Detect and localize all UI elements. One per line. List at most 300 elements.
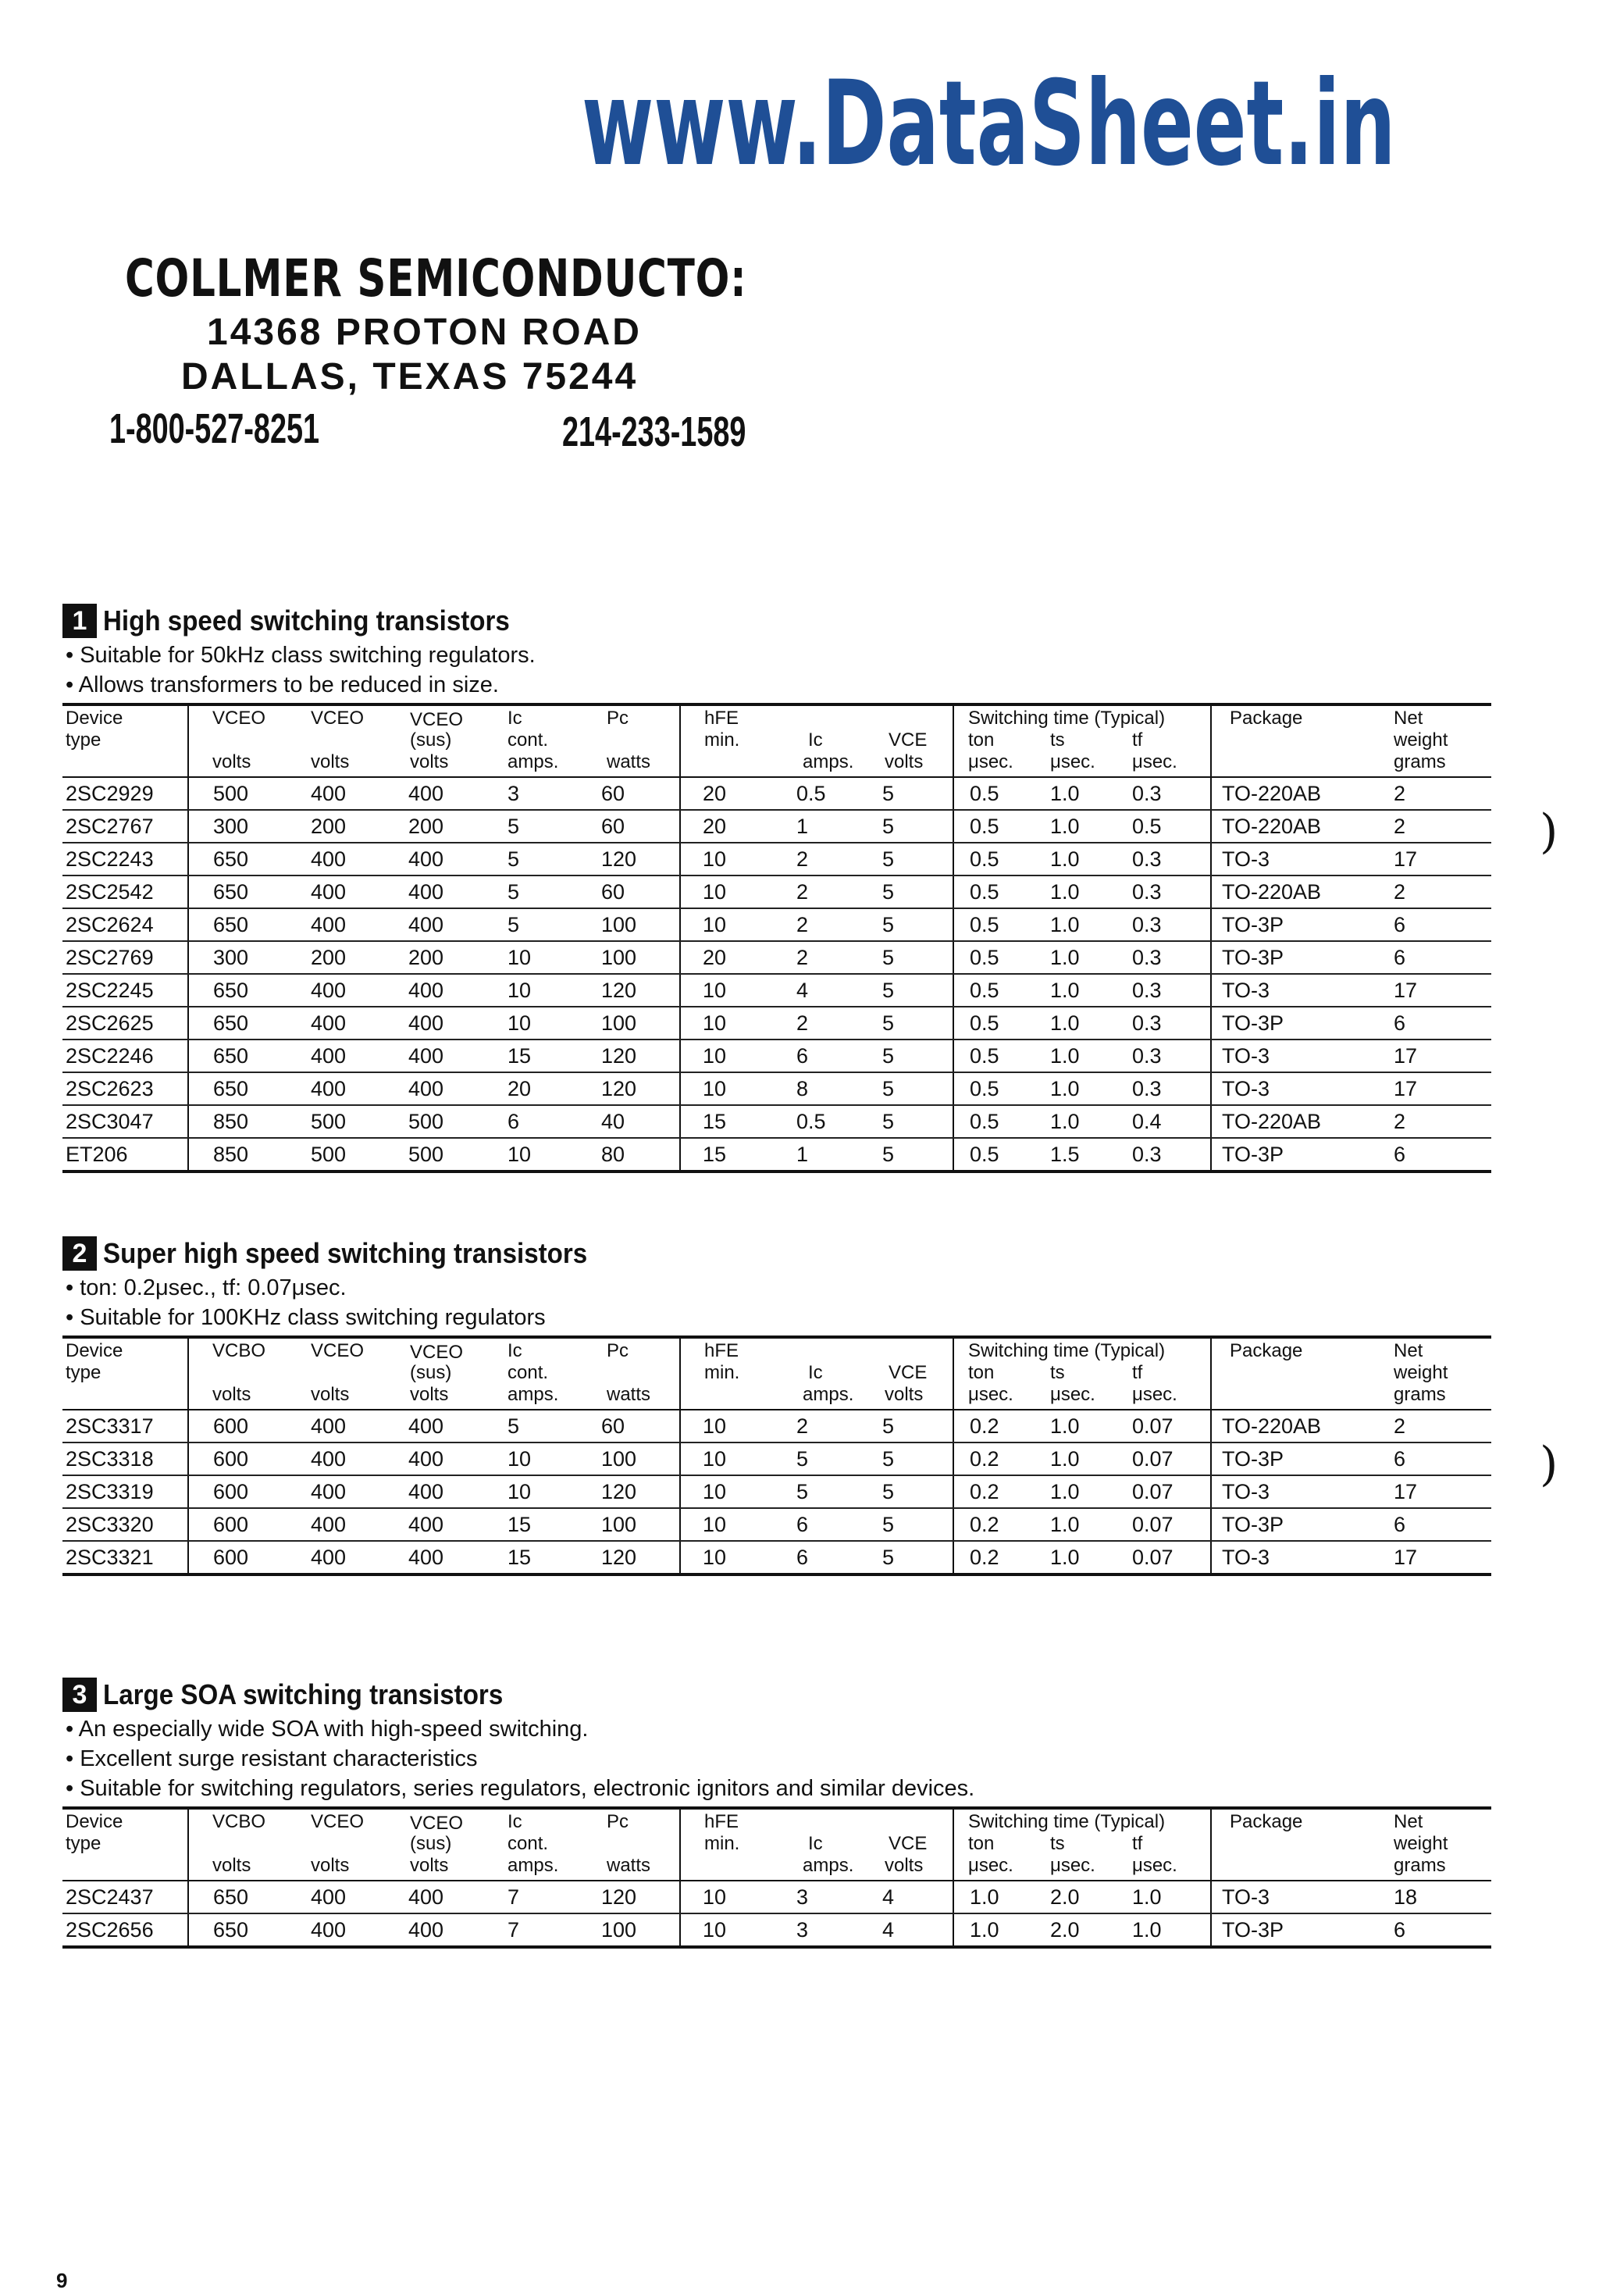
column-divider: [187, 706, 189, 776]
table-cell: 0.3: [1132, 1044, 1162, 1068]
table-cell: 10: [703, 1513, 727, 1536]
column-divider: [1210, 1881, 1212, 1913]
table-cell: 10: [703, 847, 727, 871]
table-cell: 650: [213, 1011, 249, 1035]
table-cell: 7: [508, 1918, 520, 1942]
table-cell: 2: [796, 880, 809, 904]
column-divider: [1210, 1542, 1212, 1573]
header-ic-cont: cont.: [508, 1833, 549, 1854]
column-divider: [953, 942, 954, 973]
table-cell: 0.5: [796, 1110, 826, 1133]
address-line2: DALLAS, TEXAS 75244: [181, 356, 639, 398]
table-cell: 3: [796, 1885, 809, 1909]
table-row: [62, 1881, 1491, 1914]
table-cell: 0.5: [970, 1143, 999, 1166]
header-v2-unit: volts: [311, 1855, 350, 1876]
table-cell: 15: [703, 1143, 727, 1166]
table-cell: 1.0: [1050, 782, 1080, 805]
header-tf: tf: [1132, 1833, 1143, 1854]
header-v1-unit: volts: [212, 1855, 251, 1876]
header-v2-unit: volts: [311, 751, 350, 772]
column-divider: [679, 1073, 681, 1104]
table-cell: 10: [508, 1143, 532, 1166]
table-cell: 0.5: [970, 847, 999, 871]
table-cell: 300: [213, 815, 249, 838]
table-cell: 3: [508, 782, 520, 805]
header-tf: tf: [1132, 729, 1143, 751]
column-divider: [1210, 1339, 1212, 1409]
table-cell: 400: [408, 1546, 444, 1569]
table-cell: 10: [703, 1044, 727, 1068]
column-divider: [1210, 1139, 1212, 1170]
table-cell: 5: [882, 1546, 895, 1569]
header-pc: Pc: [607, 1340, 629, 1361]
column-divider: [187, 1007, 189, 1039]
table-cell: TO-220AB: [1222, 1110, 1322, 1133]
table-cell: 15: [508, 1513, 532, 1536]
table-cell: 5: [882, 979, 895, 1002]
phone-local: 214-233-1589: [562, 408, 746, 455]
header-switching: Switching time (Typical): [968, 1811, 1166, 1832]
column-divider: [187, 1339, 189, 1409]
table-cell: 10: [703, 979, 727, 1002]
table-cell: TO-3P: [1222, 1447, 1284, 1471]
binder-hole-mark: ): [1540, 1437, 1558, 1492]
header-vce-unit: volts: [885, 1384, 924, 1405]
table-cell: 650: [213, 847, 249, 871]
table-cell: 2SC3318: [66, 1447, 154, 1471]
header-type: type: [66, 1362, 102, 1383]
table-cell: 5: [882, 913, 895, 936]
table-cell: 0.2: [970, 1447, 999, 1471]
column-divider: [953, 909, 954, 940]
header-tf: tf: [1132, 1362, 1143, 1383]
table-cell: 1.0: [1050, 1011, 1080, 1035]
header-switching: Switching time (Typical): [968, 1340, 1166, 1361]
table-row: [62, 1443, 1491, 1476]
table-cell: 1.0: [1050, 1447, 1080, 1471]
table-cell: 5: [882, 880, 895, 904]
column-divider: [679, 1410, 681, 1442]
table-cell: 5: [882, 1143, 895, 1166]
table-cell: 400: [408, 1885, 444, 1909]
table-cell: 120: [601, 979, 637, 1002]
table-cell: 200: [311, 946, 347, 969]
table-cell: TO-3P: [1222, 1918, 1284, 1942]
column-divider: [1210, 1509, 1212, 1540]
table-cell: 400: [311, 979, 347, 1002]
table-cell: 5: [508, 913, 520, 936]
binder-hole-mark: ): [1540, 804, 1558, 859]
header-v1: VCBO: [212, 1340, 266, 1361]
header-ic-unit: amps.: [508, 1384, 559, 1405]
table-cell: 600: [213, 1513, 249, 1536]
header-vce-unit: volts: [885, 751, 924, 772]
column-divider: [679, 778, 681, 809]
table-cell: 3: [796, 1918, 809, 1942]
table-cell: 5: [796, 1480, 809, 1503]
header-ton-unit: μsec.: [968, 1855, 1013, 1876]
table-cell: 5: [882, 1011, 895, 1035]
column-divider: [1210, 1040, 1212, 1072]
table-cell: 1.0: [1050, 1110, 1080, 1133]
table-cell: TO-220AB: [1222, 782, 1322, 805]
table-cell: 2: [796, 946, 809, 969]
column-divider: [187, 1881, 189, 1913]
table-cell: 20: [703, 946, 727, 969]
table-cell: 400: [311, 1414, 347, 1438]
table-cell: 100: [601, 1011, 637, 1035]
table-cell: 1.0: [1050, 946, 1080, 969]
table-cell: 100: [601, 1447, 637, 1471]
table-cell: 200: [408, 946, 444, 969]
table-cell: TO-3P: [1222, 946, 1284, 969]
header-pc: Pc: [607, 708, 629, 729]
table-cell: 4: [882, 1918, 895, 1942]
header-ton: ton: [968, 1833, 995, 1854]
table-cell: 0.5: [970, 880, 999, 904]
table-cell: TO-220AB: [1222, 1414, 1322, 1438]
header-hfe: hFE: [704, 1340, 739, 1361]
column-divider: [1210, 1007, 1212, 1039]
column-divider: [679, 1810, 681, 1880]
section-bullet: • ton: 0.2μsec., tf: 0.07μsec.: [66, 1275, 347, 1300]
header-package: Package: [1230, 708, 1303, 729]
table-cell: 400: [408, 782, 444, 805]
table-cell: 1.0: [1050, 1480, 1080, 1503]
table-cell: 2SC2243: [66, 847, 154, 871]
column-divider: [953, 811, 954, 842]
table-cell: 2: [796, 847, 809, 871]
table-row: [62, 975, 1491, 1007]
header-v3-sus: (sus): [410, 1362, 452, 1383]
column-divider: [1210, 1106, 1212, 1137]
table-cell: 0.3: [1132, 1011, 1162, 1035]
column-divider: [953, 1476, 954, 1507]
table-cell: 0.5: [970, 782, 999, 805]
column-divider: [1210, 1914, 1212, 1945]
table-cell: 600: [213, 1480, 249, 1503]
table-cell: 650: [213, 1885, 249, 1909]
column-divider: [1210, 1443, 1212, 1475]
header-switching: Switching time (Typical): [968, 708, 1166, 729]
column-divider: [953, 1914, 954, 1945]
table-cell: 15: [508, 1044, 532, 1068]
header-weight: weight: [1394, 1362, 1448, 1383]
table-cell: 400: [311, 880, 347, 904]
header-pc: Pc: [607, 1811, 629, 1832]
table-cell: 0.3: [1132, 880, 1162, 904]
column-divider: [679, 1139, 681, 1170]
header-tf-unit: μsec.: [1132, 1855, 1177, 1876]
table-cell: 1: [796, 815, 809, 838]
table-cell: 6: [796, 1044, 809, 1068]
header-type: type: [66, 1833, 102, 1854]
table-cell: 2SC3047: [66, 1110, 154, 1133]
table-cell: 60: [601, 880, 625, 904]
section-bullet: • Excellent surge resistant characteristics: [66, 1746, 478, 1771]
section-1: [62, 601, 1491, 1173]
table-cell: TO-3P: [1222, 913, 1284, 936]
table-row: [62, 909, 1491, 942]
table-cell: 400: [311, 1077, 347, 1100]
column-divider: [953, 1139, 954, 1170]
table-cell: 2: [796, 1011, 809, 1035]
header-weight: weight: [1394, 1833, 1448, 1854]
table-cell: 2SC2769: [66, 946, 154, 969]
table-cell: TO-220AB: [1222, 880, 1322, 904]
section-number-icon: 1: [62, 604, 97, 638]
column-divider: [1210, 706, 1212, 776]
column-divider: [187, 876, 189, 908]
column-divider: [953, 1509, 954, 1540]
table-cell: 5: [882, 1077, 895, 1100]
table-cell: 500: [408, 1143, 444, 1166]
table-cell: 2SC3321: [66, 1546, 154, 1569]
table-cell: TO-3: [1222, 1044, 1270, 1068]
header-device: Device: [66, 1340, 123, 1361]
table-cell: 0.3: [1132, 946, 1162, 969]
column-divider: [953, 1810, 954, 1880]
header-weight: weight: [1394, 729, 1448, 751]
column-divider: [953, 1881, 954, 1913]
header-tf-unit: μsec.: [1132, 751, 1177, 772]
table-cell: 0.2: [970, 1546, 999, 1569]
table-cell: 0.3: [1132, 979, 1162, 1002]
table-cell: 0.3: [1132, 1077, 1162, 1100]
column-divider: [679, 811, 681, 842]
header-v3-sus: (sus): [410, 1833, 452, 1854]
table-cell: 0.2: [970, 1480, 999, 1503]
table-cell: 15: [703, 1110, 727, 1133]
table-cell: 650: [213, 1918, 249, 1942]
table-cell: 0.07: [1132, 1513, 1173, 1536]
header-pc-unit: watts: [607, 1855, 651, 1876]
table-cell: 400: [311, 1480, 347, 1503]
table-row: [62, 1073, 1491, 1106]
header-v3: VCEO: [410, 1813, 464, 1834]
table-cell: 400: [311, 1447, 347, 1471]
table-header: [62, 703, 1491, 778]
table-cell: 5: [882, 847, 895, 871]
table-cell: 1.0: [970, 1885, 999, 1909]
header-ton-unit: μsec.: [968, 751, 1013, 772]
table-cell: 10: [508, 946, 532, 969]
table-cell: 400: [408, 1513, 444, 1536]
table-cell: 5: [882, 782, 895, 805]
table-row: [62, 1410, 1491, 1443]
table-cell: 100: [601, 1513, 637, 1536]
table-cell: 0.5: [970, 913, 999, 936]
table-cell: 2SC2656: [66, 1918, 154, 1942]
column-divider: [1210, 1073, 1212, 1104]
table-cell: 300: [213, 946, 249, 969]
table-cell: 8: [796, 1077, 809, 1100]
header-ts: ts: [1050, 729, 1065, 751]
header-vce: VCE: [889, 1833, 928, 1854]
table-cell: 10: [703, 1414, 727, 1438]
header-v3-unit: volts: [410, 1855, 449, 1876]
column-divider: [953, 778, 954, 809]
column-divider: [953, 843, 954, 875]
table-cell: 1.0: [1132, 1885, 1162, 1909]
header-vce: VCE: [889, 729, 928, 751]
table-cell: 2SC3320: [66, 1513, 154, 1536]
column-divider: [679, 1476, 681, 1507]
table-cell: 400: [311, 782, 347, 805]
table-header: [62, 1806, 1491, 1881]
table-cell: 100: [601, 946, 637, 969]
column-divider: [187, 1410, 189, 1442]
header-ton: ton: [968, 729, 995, 751]
header-v1: VCEO: [212, 708, 266, 729]
column-divider: [1210, 975, 1212, 1006]
column-divider: [679, 1914, 681, 1945]
table-cell: 6: [508, 1110, 520, 1133]
table-cell: 0.3: [1132, 1143, 1162, 1166]
table-cell: 400: [408, 847, 444, 871]
table-cell: 120: [601, 1077, 637, 1100]
header-vce-unit: volts: [885, 1855, 924, 1876]
header-hfe: hFE: [704, 708, 739, 729]
table-cell: 10: [703, 1077, 727, 1100]
table-cell: 500: [408, 1110, 444, 1133]
table-cell: 400: [408, 1077, 444, 1100]
table-cell: 2SC3317: [66, 1414, 154, 1438]
table-header: [62, 1336, 1491, 1410]
column-divider: [187, 843, 189, 875]
column-divider: [679, 1881, 681, 1913]
table-cell: 2: [1394, 880, 1406, 904]
table-cell: 2SC2929: [66, 782, 154, 805]
table-cell: 0.2: [970, 1414, 999, 1438]
table-cell: 0.5: [970, 946, 999, 969]
table-cell: 2SC2245: [66, 979, 154, 1002]
table-cell: 1.0: [1050, 1546, 1080, 1569]
header-v1: VCBO: [212, 1811, 266, 1832]
table-body: [62, 1881, 1491, 1949]
table-cell: 200: [408, 815, 444, 838]
column-divider: [187, 1542, 189, 1573]
table-cell: 0.4: [1132, 1110, 1162, 1133]
table-cell: 6: [1394, 1918, 1406, 1942]
table-cell: 400: [311, 1513, 347, 1536]
table-cell: 0.07: [1132, 1414, 1173, 1438]
column-divider: [679, 1007, 681, 1039]
header-pc-unit: watts: [607, 1384, 651, 1405]
table-cell: 100: [601, 913, 637, 936]
table-cell: 0.5: [970, 815, 999, 838]
header-ts-unit: μsec.: [1050, 1855, 1095, 1876]
header-v3: VCEO: [410, 1342, 464, 1363]
header-ic2-unit: amps.: [803, 1855, 854, 1876]
column-divider: [953, 876, 954, 908]
column-divider: [187, 811, 189, 842]
table-cell: 2SC2625: [66, 1011, 154, 1035]
table-cell: 2.0: [1050, 1885, 1080, 1909]
table-cell: 5: [882, 1447, 895, 1471]
section-number-icon: 3: [62, 1678, 97, 1712]
page-number: 9: [56, 2269, 68, 2292]
column-divider: [1210, 1476, 1212, 1507]
section-heading: [62, 601, 1491, 640]
table-cell: 650: [213, 1077, 249, 1100]
table-cell: 400: [408, 1414, 444, 1438]
table-cell: 400: [311, 1546, 347, 1569]
table-cell: TO-3P: [1222, 1011, 1284, 1035]
table-cell: 17: [1394, 1480, 1418, 1503]
table-cell: 0.3: [1132, 847, 1162, 871]
table-cell: 500: [213, 782, 249, 805]
table-cell: 20: [508, 1077, 532, 1100]
table-cell: 650: [213, 880, 249, 904]
section-bullet: • Suitable for 50kHz class switching regulators.: [66, 643, 536, 668]
table-cell: 4: [796, 979, 809, 1002]
table-cell: 120: [601, 1546, 637, 1569]
column-divider: [679, 1443, 681, 1475]
table-cell: 400: [408, 1011, 444, 1035]
table-row: [62, 1139, 1491, 1173]
table-cell: 0.5: [970, 1110, 999, 1133]
table-cell: 2SC2542: [66, 880, 154, 904]
section-3: [62, 1675, 1491, 1949]
table-cell: 6: [796, 1513, 809, 1536]
table-cell: 0.2: [970, 1513, 999, 1536]
column-divider: [953, 1106, 954, 1137]
column-divider: [187, 1914, 189, 1945]
table-cell: 1.0: [1132, 1918, 1162, 1942]
table-cell: 6: [1394, 1513, 1406, 1536]
table-cell: 10: [703, 1918, 727, 1942]
table-cell: 600: [213, 1447, 249, 1471]
table-cell: 5: [508, 847, 520, 871]
table-cell: 400: [311, 1011, 347, 1035]
header-ts-unit: μsec.: [1050, 751, 1095, 772]
table-cell: 600: [213, 1414, 249, 1438]
header-ic-unit: amps.: [508, 751, 559, 772]
table-body: [62, 778, 1491, 1173]
table-cell: 4: [882, 1885, 895, 1909]
column-divider: [187, 778, 189, 809]
table-cell: 0.5: [970, 1011, 999, 1035]
table-cell: TO-3P: [1222, 1513, 1284, 1536]
header-device: Device: [66, 1811, 123, 1832]
table-cell: 100: [601, 1918, 637, 1942]
header-ts: ts: [1050, 1362, 1065, 1383]
header-ic-cont: cont.: [508, 1362, 549, 1383]
table-cell: 10: [703, 1546, 727, 1569]
table-cell: 6: [1394, 946, 1406, 969]
table-cell: 40: [601, 1110, 625, 1133]
header-ic: Ic: [508, 1811, 522, 1832]
table-cell: TO-3: [1222, 847, 1270, 871]
table-cell: 650: [213, 979, 249, 1002]
table-row: [62, 843, 1491, 876]
column-divider: [1210, 778, 1212, 809]
table-cell: 2SC2246: [66, 1044, 154, 1068]
header-v2: VCEO: [311, 1340, 365, 1361]
table-cell: TO-3P: [1222, 1143, 1284, 1166]
column-divider: [679, 1542, 681, 1573]
table-cell: 0.07: [1132, 1447, 1173, 1471]
section-2: [62, 1234, 1491, 1576]
table-cell: 1.0: [1050, 847, 1080, 871]
column-divider: [679, 1106, 681, 1137]
section-bullet: • An especially wide SOA with high-speed switching.: [66, 1717, 589, 1742]
header-hfe: hFE: [704, 1811, 739, 1832]
table-cell: 10: [703, 1447, 727, 1471]
table-cell: 10: [703, 913, 727, 936]
